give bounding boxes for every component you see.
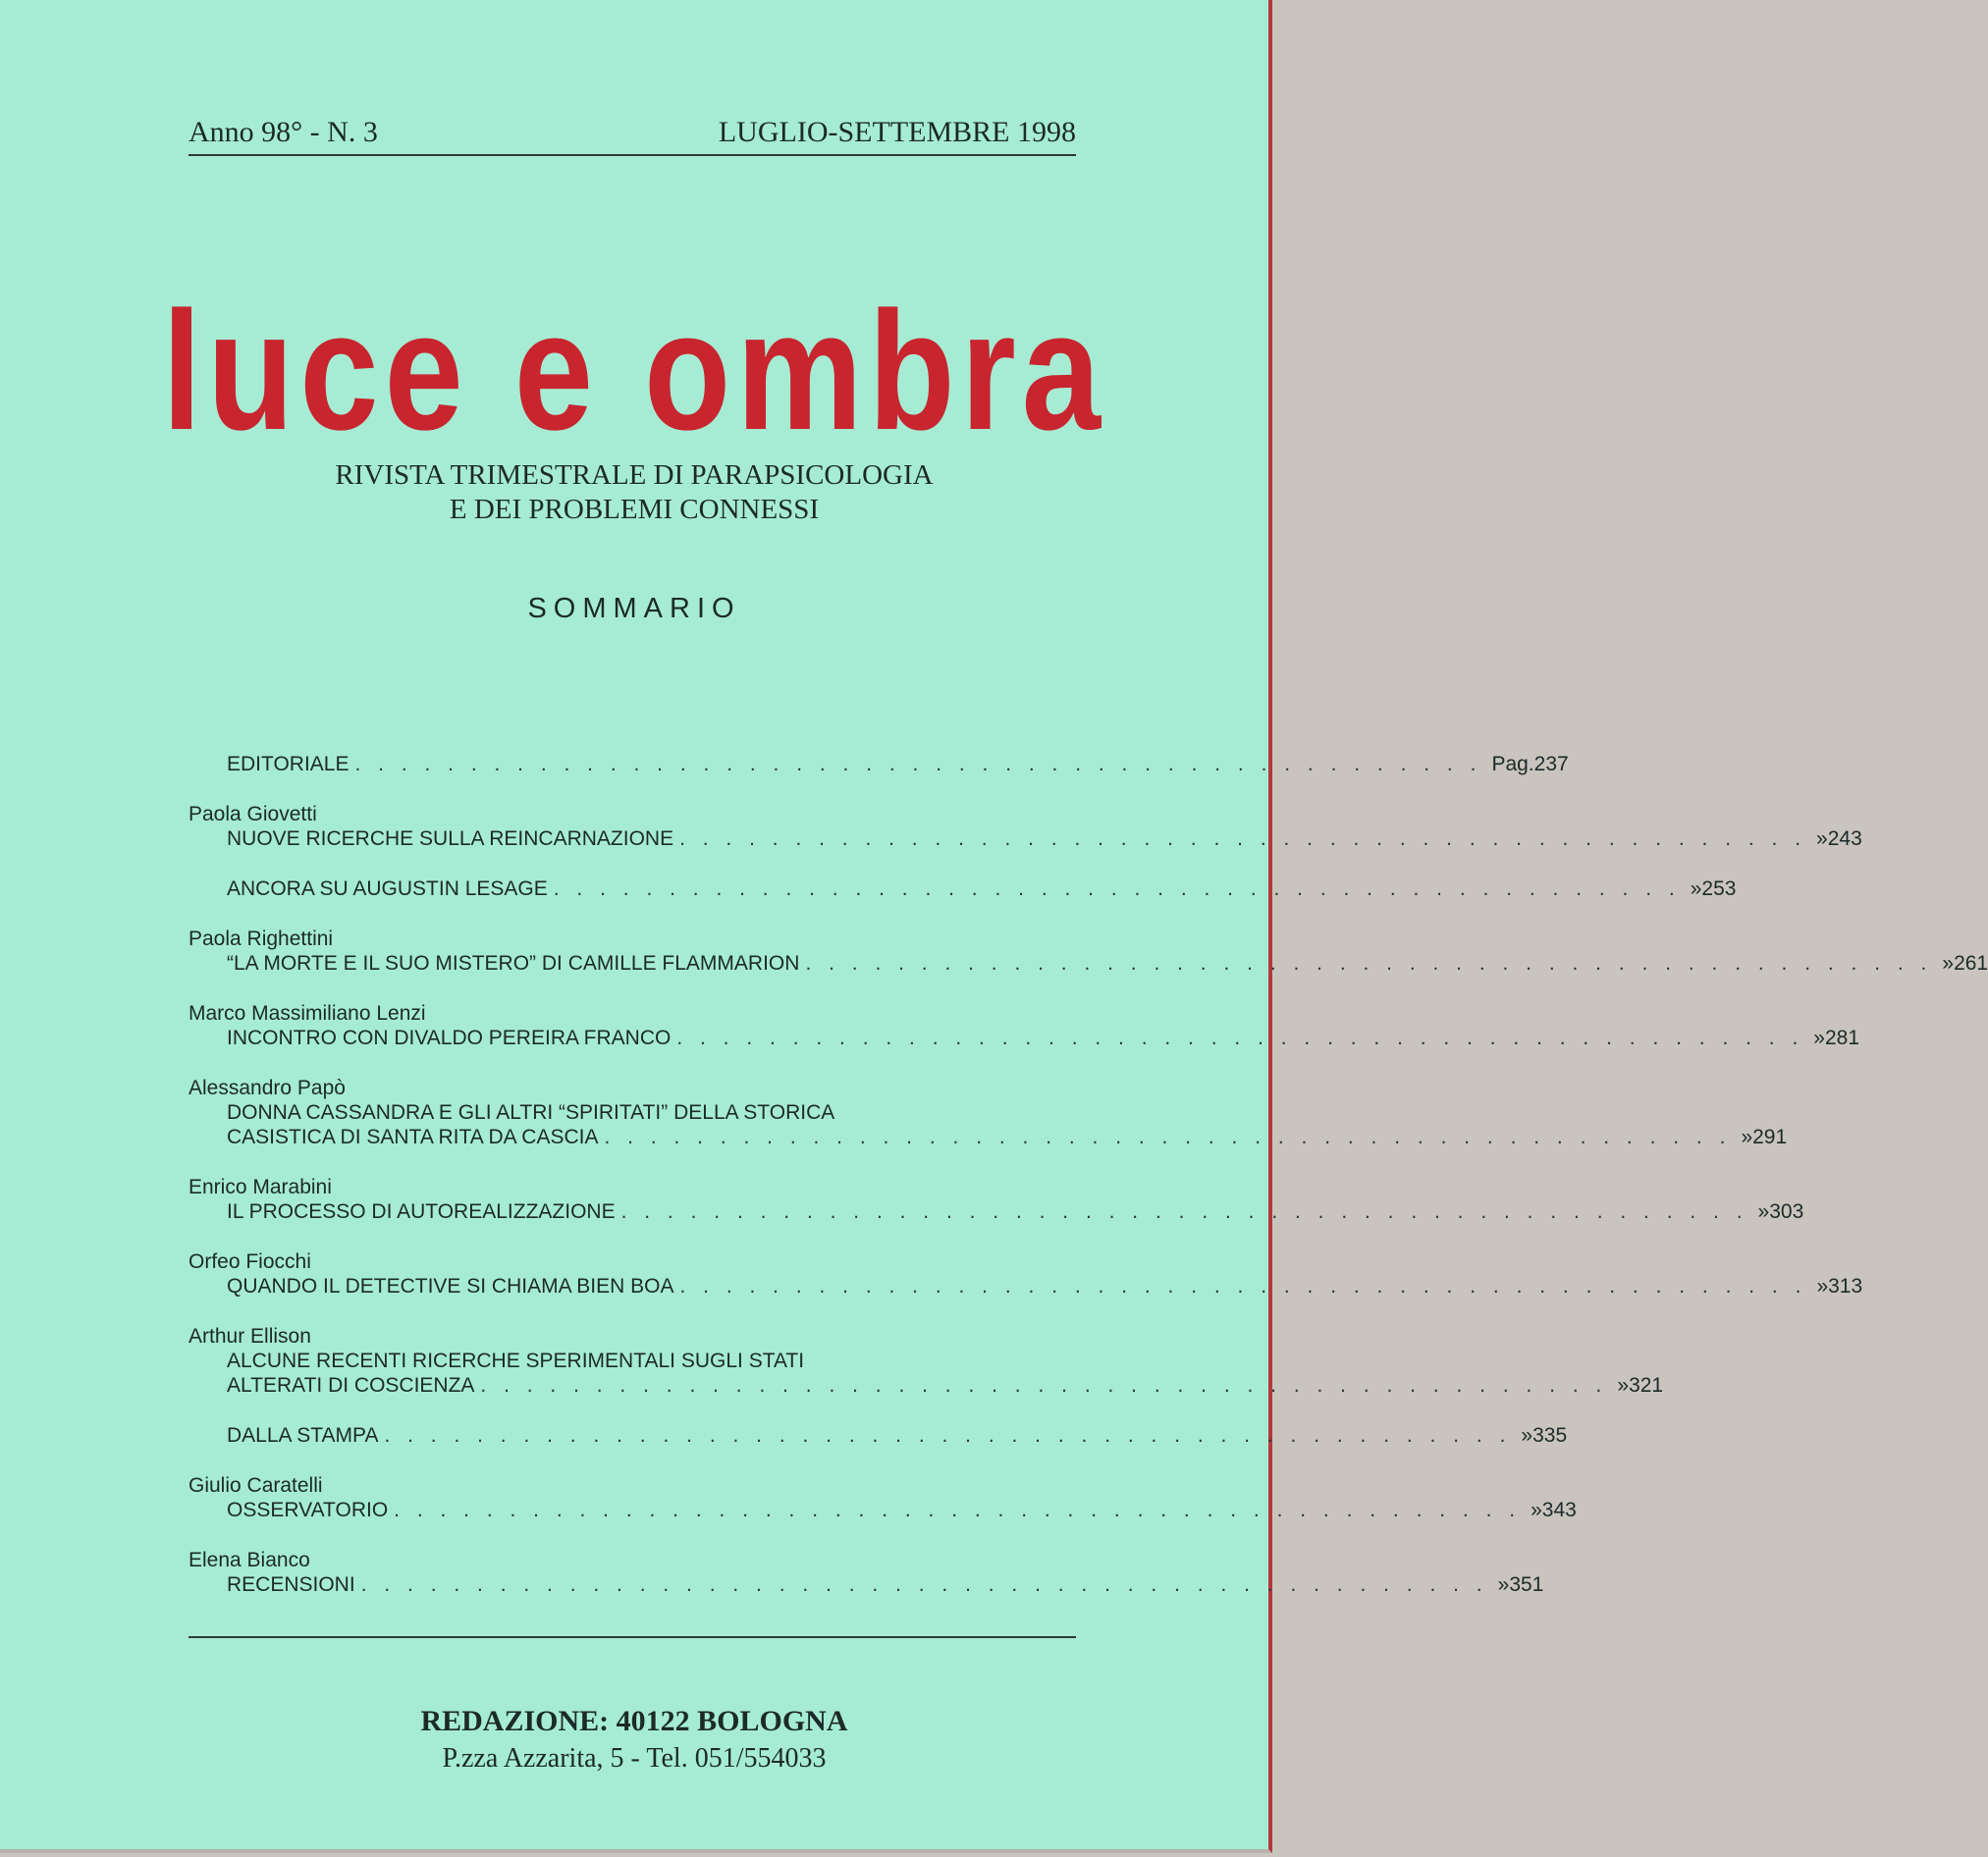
toc-author: Alessandro Papò [188,1077,346,1099]
toc-title: CASISTICA DI SANTA RITA DA CASCIA [227,1126,599,1148]
dot-leader: . . . . . . . . . . . . . . . . . . . . . . . . . . . . . . . . . . . . . . . . . . . . . . . . . [354,753,1482,775]
page-marker: » [1757,1200,1770,1223]
dot-leader: . . . . . . . . . . . . . . . . . . . . . . . . . . . . . . . . . . . . . . . . . . . . . . . . . [360,1573,1488,1596]
page-number: 281 [1824,1027,1860,1049]
toc-title: ALTERATI DI COSCIENZA [227,1374,475,1397]
issue-date: LUGLIO-SETTEMBRE 1998 [718,116,1076,148]
toc-title-line [188,1100,1076,1125]
page-number: 243 [1827,827,1862,850]
page-number: 335 [1532,1424,1568,1447]
dot-leader: . . . . . . . . . . . . . . . . . . . . . . . . . . . . . . . . . . . . . . . . . . . . . . . . . [480,1374,1608,1397]
page-marker: » [1531,1499,1542,1521]
toc-title-line [188,752,1569,776]
dot-leader: . . . . . . . . . . . . . . . . . . . . . . . . . . . . . . . . . . . . . . . . . . . . . . . . . [384,1424,1512,1447]
toc-author: Enrico Marabini [188,1176,332,1198]
page-number: 321 [1629,1374,1664,1397]
dot-leader: . . . . . . . . . . . . . . . . . . . . . . . . . . . . . . . . . . . . . . . . . . . . . . . . . [553,877,1681,900]
page-number: 343 [1541,1499,1577,1521]
editorial-address: REDAZIONE: 40122 BOLOGNA [420,1705,848,1737]
toc-title: QUANDO IL DETECTIVE SI CHIAMA BIEN BOA [227,1275,674,1298]
page-marker: Pag. [1491,753,1534,775]
toc-entry [188,752,1569,776]
toc-title: INCONTRO CON DIVALDO PEREIRA FRANCO [227,1027,672,1049]
toc-author: Paola Righettini [188,928,334,950]
editorial-contact: P.zza Azzarita, 5 - Tel. 051/554033 [442,1743,827,1774]
page-number: 303 [1769,1200,1804,1223]
toc-title-line [188,951,1988,976]
toc-entry [188,1548,1544,1597]
toc-author: Arthur Ellison [188,1325,311,1348]
page-number: 261 [1954,952,1988,975]
toc-title: RECENSIONI [227,1573,355,1596]
toc-title: OSSERVATORIO [227,1499,389,1521]
page-marker: » [1497,1573,1510,1596]
toc-author: Paola Giovetti [188,803,317,825]
page-number: 237 [1533,753,1569,775]
magazine-title: luce e ombra [162,277,1106,465]
toc-author: Giulio Caratelli [188,1474,323,1497]
toc-title-line [188,1349,1076,1373]
toc-title-line [188,1498,1577,1522]
toc-title-line [188,1125,1788,1149]
toc-title-line [188,1199,1804,1224]
toc-entry [188,1175,1804,1224]
toc-title: NUOVE RICERCHE SULLA REINCARNAZIONE [227,827,674,850]
page-marker: » [1617,1374,1630,1397]
toc-title: EDITORIALE [227,753,349,775]
page-marker: » [1690,877,1702,900]
page-number: 351 [1509,1573,1544,1596]
section-title: SOMMARIO [527,593,741,624]
toc-title-line [188,1572,1544,1597]
toc-title: DALLA STAMPA [227,1424,379,1447]
page-number: 253 [1701,877,1737,900]
page-marker: » [1816,827,1828,850]
toc-entry [188,1001,1860,1050]
toc-author: Orfeo Fiocchi [188,1250,311,1273]
dot-leader: . . . . . . . . . . . . . . . . . . . . . . . . . . . . . . . . . . . . . . . . . . . . . . . . . [805,952,1933,975]
dot-leader: . . . . . . . . . . . . . . . . . . . . . . . . . . . . . . . . . . . . . . . . . . . . . . . . . [394,1499,1522,1521]
toc-entry [188,1324,1664,1398]
header-divider [188,154,1076,156]
toc-author: Elena Bianco [188,1549,310,1571]
toc-title: ANCORA SU AUGUSTIN LESAGE [227,877,548,900]
toc-title: IL PROCESSO DI AUTOREALIZZAZIONE [227,1200,616,1223]
toc-entry [188,1249,1863,1299]
subtitle-line-1: RIVISTA TRIMESTRALE DI PARAPSICOLOGIA [335,459,934,491]
page-number: 291 [1752,1126,1788,1148]
toc-entry [188,1076,1788,1149]
dot-leader: . . . . . . . . . . . . . . . . . . . . . . . . . . . . . . . . . . . . . . . . . . . . . . . . . [620,1200,1748,1223]
dot-leader: . . . . . . . . . . . . . . . . . . . . . . . . . . . . . . . . . . . . . . . . . . . . . . . . . [679,1275,1807,1298]
dot-leader: . . . . . . . . . . . . . . . . . . . . . . . . . . . . . . . . . . . . . . . . . . . . . . . . . [604,1126,1732,1148]
toc-title: ALCUNE RECENTI RICERCHE SPERIMENTALI SUGLI STATI [227,1350,805,1372]
toc-title-line [188,1373,1664,1398]
toc-author: Marco Massimiliano Lenzi [188,1002,426,1025]
issue-number: Anno 98° - N. 3 [188,116,378,148]
issue-header [188,116,1076,149]
toc-entry [188,1423,1568,1448]
toc-entry [188,876,1737,901]
toc-entry [188,927,1988,976]
footer-divider [188,1636,1076,1638]
page-marker: » [1813,1027,1825,1049]
page-number: 313 [1828,1275,1863,1298]
dot-leader: . . . . . . . . . . . . . . . . . . . . . . . . . . . . . . . . . . . . . . . . . . . . . . . . . [679,827,1807,850]
toc-title-line [188,1274,1863,1299]
toc-title-line [188,876,1737,901]
page-marker: » [1521,1424,1533,1447]
dot-leader: . . . . . . . . . . . . . . . . . . . . . . . . . . . . . . . . . . . . . . . . . . . . . . . . . [676,1027,1804,1049]
table-of-contents [188,752,1988,1622]
toc-entry [188,802,1862,851]
toc-title-line [188,826,1862,851]
page-marker: » [1741,1126,1753,1148]
toc-title-line [188,1423,1568,1448]
subtitle-line-2: E DEI PROBLEMI CONNESSI [449,494,820,525]
toc-entry [188,1473,1577,1522]
toc-title: DONNA CASSANDRA E GLI ALTRI “SPIRITATI” DELLA STORICA [227,1101,835,1124]
toc-title: “LA MORTE E IL SUO MISTERO” DI CAMILLE FLAMMARION [227,952,800,975]
page-marker: » [1942,952,1955,975]
page-marker: » [1816,1275,1829,1298]
toc-title-line [188,1026,1860,1050]
